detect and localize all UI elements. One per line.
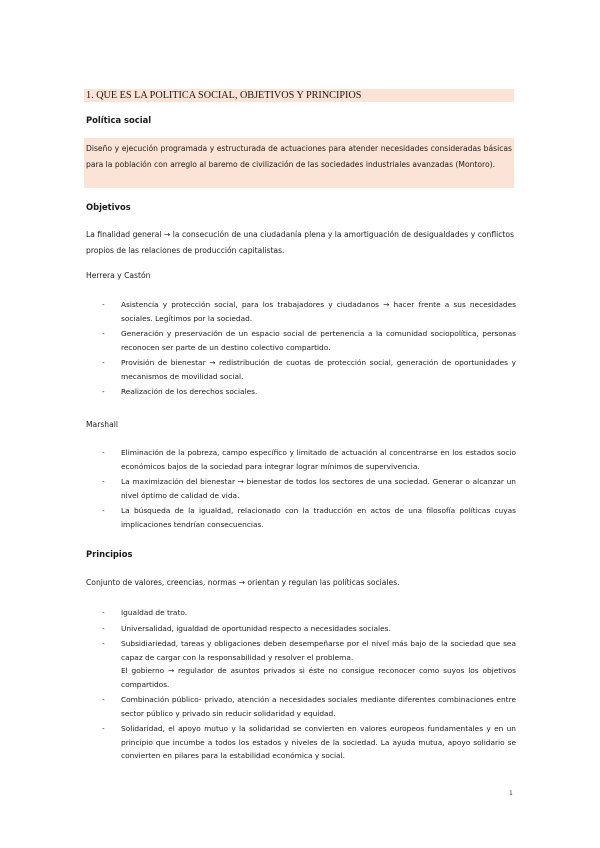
principio-item: [86, 693, 516, 720]
principio-item: [86, 637, 516, 691]
principios-list: [86, 606, 516, 765]
herrera-item-text: Provisión de bienestar → redistribución de cuotas de protección social, generación de oportunidades y mecanismos de movilidad social.: [121, 358, 516, 381]
list-bullet: -: [102, 358, 105, 367]
herrera-item: [86, 385, 516, 399]
list-bullet: -: [102, 448, 105, 457]
principio-item: [86, 622, 516, 636]
herrera-label: Herrera y Castón: [86, 271, 151, 280]
objetivos-paragraph: La finalidad general → la consecución de una ciudadanía plena y la amortiguación de desigualdades y conflictos propios de las relaciones de producción capitalistas.: [86, 230, 514, 255]
list-bullet: -: [102, 724, 105, 733]
herrera-item: [86, 327, 516, 354]
list-bullet: -: [102, 477, 105, 486]
herrera-item-text: Realización de los derechos sociales.: [121, 387, 258, 396]
principios-intro: Conjunto de valores, creencias, normas → orientan y regulan las políticas sociales.: [86, 578, 400, 587]
list-bullet: -: [102, 506, 105, 515]
marshall-item-text: La maximización del bienestar → bienestar de todos los sectores de una sociedad. Generar o alcanzar un nivel óptimo de calidad de vida.: [121, 477, 516, 500]
principio-item: [86, 606, 516, 620]
marshall-item: [86, 504, 516, 531]
herrera-item-text: Generación y preservación de un espacio social de pertenencia a la comunidad sociopolítica, personas reconocen ser parte de un destino colectivo compartido.: [121, 329, 516, 352]
politica-social-heading: Política social: [86, 115, 152, 125]
list-bullet: -: [102, 329, 105, 338]
marshall-label: Marshall: [86, 420, 118, 429]
politica-social-definition: Diseño y ejecución programada y estructurada de actuaciones para atender necesidades consideradas básicas para la población con arreglo al baremo de civilización de las sociedades industriales avanzadas (Montoro).: [84, 138, 514, 188]
principio-item-text: Subsidiariedad, tareas y obligaciones deben desempeñarse por el nivel más bajo de la sociedad que sea capaz de cargar con la responsabilidad y resolver el problema.: [121, 639, 516, 662]
herrera-item-text: Asistencia y protección social, para los trabajadores y ciudadanos → hacer frente a sus necesidades sociales. Legítimos por la sociedad.: [121, 300, 516, 323]
marshall-item: [86, 475, 516, 502]
section-title: 1. QUE ES LA POLITICA SOCIAL, OBJETIVOS Y PRINCIPIOS: [84, 89, 514, 102]
marshall-item-text: Eliminación de la pobreza, campo específico y limitado de actuación al concentrarse en los estados socio económicos bajos de la sociedad para integrar lograr mínimos de supervivencia.: [121, 448, 516, 471]
marshall-item: [86, 446, 516, 473]
list-bullet: -: [102, 639, 105, 648]
principio-item-text: Combinación público- privado, atención a necesidades sociales mediante diferentes combinaciones entre sector público y privado sin reducir solidaridad y equidad.: [121, 695, 516, 718]
page-number: 1: [509, 790, 513, 797]
herrera-item: [86, 356, 516, 383]
list-bullet: -: [102, 608, 105, 617]
list-bullet: -: [102, 695, 105, 704]
list-bullet: -: [102, 387, 105, 396]
principio-item-continuation: El gobierno → regulador de asuntos privados si éste no consigue reconocer como suyos los objetivos compartidos.: [121, 666, 516, 689]
principio-item-text: Solidaridad, el apoyo mutuo y la solidaridad se convierten en valores europeos fundamentales y en un principio que incumbe a todos los estados y niveles de la sociedad. La ayuda mutua, apoyo solidario se convierten en pilares para la estabilidad económica y social.: [121, 724, 516, 760]
marshall-list: [86, 446, 516, 533]
marshall-item-text: La búsqueda de la igualdad, relacionado con la traducción en actos de una filosofía políticas cuyas implicaciones tendrían consecuencias.: [121, 506, 516, 529]
objetivos-heading: Objetivos: [86, 202, 131, 212]
list-bullet: -: [102, 623, 105, 633]
principio-item-text: Igualdad de trato.: [121, 608, 188, 617]
herrera-item: [86, 298, 516, 325]
herrera-list: [86, 298, 516, 401]
principio-item-text: Universalidad, igualdad de oportunidad respecto a necesidades sociales.: [121, 623, 391, 633]
principio-item: [86, 722, 516, 763]
list-bullet: -: [102, 300, 105, 309]
principios-heading: Principios: [86, 549, 133, 559]
